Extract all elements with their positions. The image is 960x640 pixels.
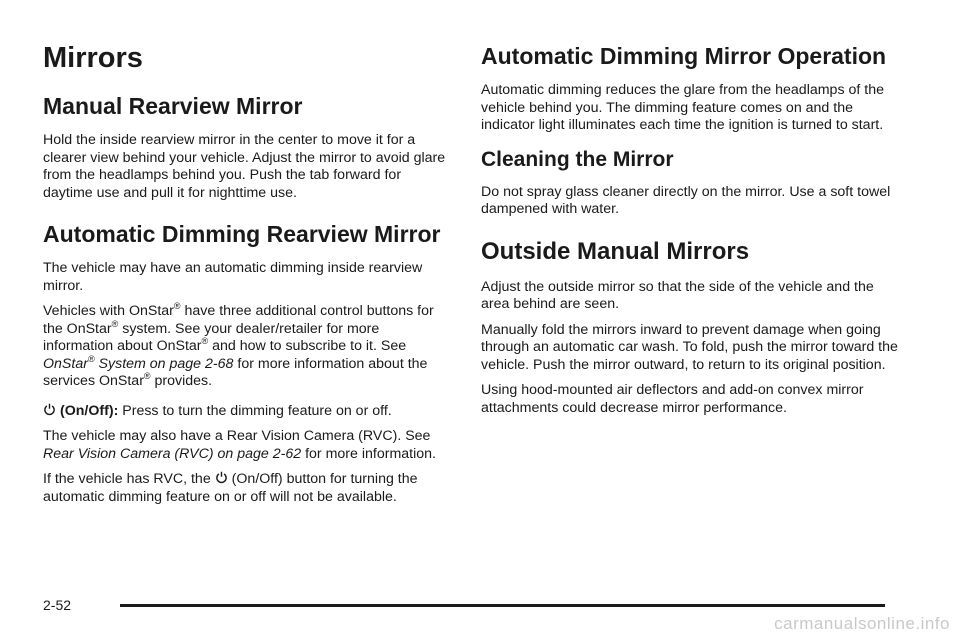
rvc-link[interactable]: Rear Vision Camera (RVC) on page 2-62	[43, 445, 302, 462]
onstar-paragraph: Vehicles with OnStar® have three additional control buttons for the OnStar® system. See your dealer/retailer for more information about OnStar® and how to subscribe to it. See OnStar® System on page 2-68 for more information about the services OnStar® provides.	[43, 301, 434, 389]
outside-mirrors-p1: Adjust the outside mirror so that the side of the vehicle and the area behind are seen.	[481, 278, 874, 312]
page-title: Mirrors	[43, 42, 143, 74]
power-icon	[43, 403, 56, 416]
on-off-label: (On/Off):	[60, 402, 119, 419]
dimming-operation-heading: Automatic Dimming Mirror Operation	[481, 43, 887, 69]
manual-rearview-heading: Manual Rearview Mirror	[43, 93, 303, 119]
outside-mirrors-heading: Outside Manual Mirrors	[481, 237, 750, 265]
onstar-link[interactable]: OnStar® System on page 2-68	[43, 353, 234, 372]
footer-rule	[120, 604, 885, 607]
page-number: 2-52	[43, 597, 72, 613]
rvc-paragraph: The vehicle may also have a Rear Vision Camera (RVC). See Rear Vision Camera (RVC) on page 2-62 for more information.	[43, 428, 436, 462]
on-off-paragraph: (On/Off): Press to turn the dimming feature on or off.	[43, 403, 453, 421]
cleaning-heading: Cleaning the Mirror	[481, 147, 674, 171]
left-column	[43, 40, 453, 514]
registered-mark: ®	[111, 318, 119, 329]
right-column	[481, 42, 901, 425]
outside-mirrors-p2: Manually fold the mirrors inward to prevent damage when going through an automatic car wash. To fold, push the mirror toward the vehicle. Push the mirror outward, to return to its original position.	[481, 321, 898, 373]
outside-mirrors-p3: Using hood-mounted air deflectors and add-on convex mirror attachments could decrease mirror performance.	[481, 382, 864, 416]
auto-dimming-intro: The vehicle may have an automatic dimming inside rearview mirror.	[43, 260, 423, 294]
registered-mark: ®	[143, 371, 151, 381]
dimming-operation-body: Automatic dimming reduces the glare from the headlamps of the vehicle behind you. The dimming feature comes on and the indicator light illuminates each time the ignition is turned to start.	[481, 82, 884, 133]
cleaning-body: Do not spray glass cleaner directly on the mirror. Use a soft towel dampened with water.	[481, 183, 891, 217]
registered-mark: ®	[173, 301, 181, 311]
watermark: carmanualsonline.info	[774, 614, 950, 633]
manual-rearview-body: Hold the inside rearview mirror in the center to move it for a clearer view behind your vehicle. Adjust the mirror to avoid glare from the headlamps behind you. Push the tab forward for daytime use and pull it for nighttime use.	[43, 132, 446, 201]
auto-dimming-heading: Automatic Dimming Rearview Mirror	[43, 221, 441, 247]
power-icon	[215, 471, 228, 484]
rvc-availability-paragraph: If the vehicle has RVC, the (On/Off) button for turning the automatic dimming feature on or off will not be available.	[43, 471, 418, 505]
registered-mark: ®	[201, 336, 209, 346]
